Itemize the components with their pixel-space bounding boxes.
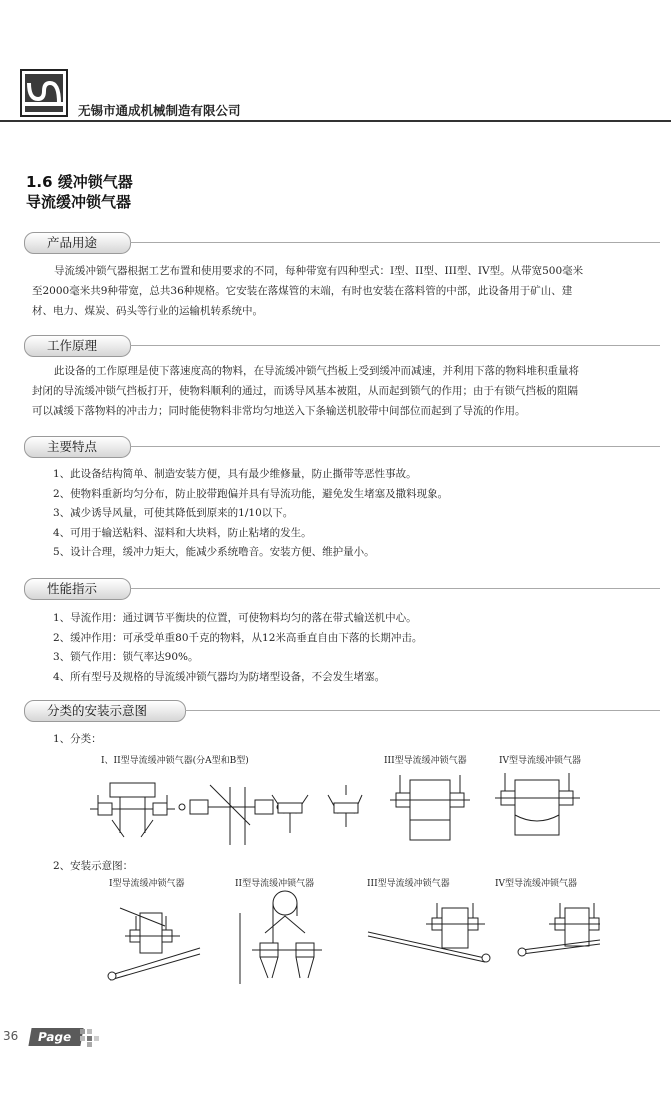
list-item: 4、可用于输送粘料、湿料和大块料，防止粘堵的发生。 xyxy=(53,526,312,539)
section-heading-performance: 性能指示 xyxy=(24,578,131,600)
type-i-ii-device-diagram xyxy=(90,783,362,845)
install-subheading: 1、分类： xyxy=(53,733,102,745)
diagram-caption: IV型导流缓冲锁气器 xyxy=(499,756,582,766)
list-item: 3、减少诱导风量，可使其降低到原来的1/10以下。 xyxy=(53,507,294,519)
principle-text xyxy=(32,361,579,421)
features-list xyxy=(53,465,448,563)
list-item: 5、设计合理，缓冲力矩大，能减少系统噜音。安装方便、维护量小。 xyxy=(53,546,375,558)
install-subheading: 2、安装示意图： xyxy=(53,860,134,872)
classification-diagram xyxy=(90,765,660,850)
company-name: 无锡市通成机械制造有限公司 xyxy=(78,103,241,118)
principle-line: 封闭的导流缓冲锁气挡板打开，使物料顺利的通过，而诱导风基本被阻，从而起到锁气的作用；由于有锁气挡板的阻隔 xyxy=(32,385,578,397)
usage-line: 导流缓冲锁气器根据工艺布置和使用要求的不同，每种带宽有四种型式：I型、II型、III型、IV型。从带宽500毫米 xyxy=(54,265,584,277)
type-iii-install-diagram xyxy=(368,903,490,962)
diagram-caption: II型导流缓冲锁气器 xyxy=(235,879,315,889)
list-item: 1、此设备结构简单、制造安装方便，具有最少维修量，防止撕带等恶性事故。 xyxy=(53,468,417,480)
section-heading-principle: 工作原理 xyxy=(24,335,131,357)
divider xyxy=(185,710,660,711)
diagram-caption: IV型导流缓冲锁气器 xyxy=(495,879,578,889)
list-item: 2、使物料重新均匀分布，防止胶带跑偏并具有导流功能，避免发生堵塞及撒料现象。 xyxy=(53,487,449,500)
footer-squares-icon xyxy=(80,1029,100,1047)
page-label: Page xyxy=(28,1028,83,1046)
company-logo-icon xyxy=(20,69,68,117)
divider xyxy=(130,242,660,243)
principle-line: 此设备的工作原理是使下落速度高的物料，在导流缓冲锁气挡板上受到缓冲而减速，并利用下落的物料堆积重量将 xyxy=(54,365,579,377)
type-iii-device-diagram xyxy=(390,775,470,840)
section-heading-install: 分类的安装示意图 xyxy=(24,700,186,722)
type-i-install-diagram xyxy=(108,908,200,980)
list-item: 1、导流作用：通过调节平衡块的位置，可使物料均匀的落在带式输送机中心。 xyxy=(53,612,417,624)
list-item: 3、锁气作用：锁气率达90%。 xyxy=(53,651,199,663)
principle-line: 可以减缓下落物料的冲击力；同时能使物料非常均匀地送入下条输送机胶带中间部位而起到了导流的作用。 xyxy=(32,405,526,417)
usage-text xyxy=(32,261,583,321)
diagram-caption: III型导流缓冲锁气器 xyxy=(367,879,450,889)
diagram-caption: I型导流缓冲锁气器 xyxy=(109,879,185,889)
list-item: 2、缓冲作用：可承受单重80千克的物料，从12米高垂直自由下落的长期冲击。 xyxy=(53,631,423,644)
page-title: 1.6 缓冲锁气器 xyxy=(26,173,133,191)
performance-list xyxy=(53,609,422,687)
page-number: 36 xyxy=(3,1029,19,1043)
usage-line: 材、电力、煤炭、码头等行业的运输机转系统中。 xyxy=(32,305,263,317)
installation-diagram xyxy=(100,888,600,988)
list-item: 4、所有型号及规格的导流缓冲锁气器均为防堵型设备，不会发生堵塞。 xyxy=(53,670,386,683)
header-divider xyxy=(0,120,671,122)
type-ii-install-diagram xyxy=(240,891,322,984)
usage-line: 至2000毫米共9种带宽，总共36种规格。它安装在落煤管的末端，有时也安装在落料管的中部，此设备用于矿山、建 xyxy=(32,285,573,297)
section-heading-usage: 产品用途 xyxy=(24,232,131,254)
section-heading-features: 主要特点 xyxy=(24,436,131,458)
divider xyxy=(130,446,660,447)
divider xyxy=(130,345,660,346)
divider xyxy=(130,588,660,589)
diagram-caption: III型导流缓冲锁气器 xyxy=(384,756,467,766)
diagram-caption: I、II型导流缓冲锁气器(分A型和B型) xyxy=(101,756,249,766)
page-subtitle: 导流缓冲锁气器 xyxy=(26,193,132,211)
type-iv-device-diagram xyxy=(495,773,580,835)
type-iv-install-diagram xyxy=(518,903,600,956)
